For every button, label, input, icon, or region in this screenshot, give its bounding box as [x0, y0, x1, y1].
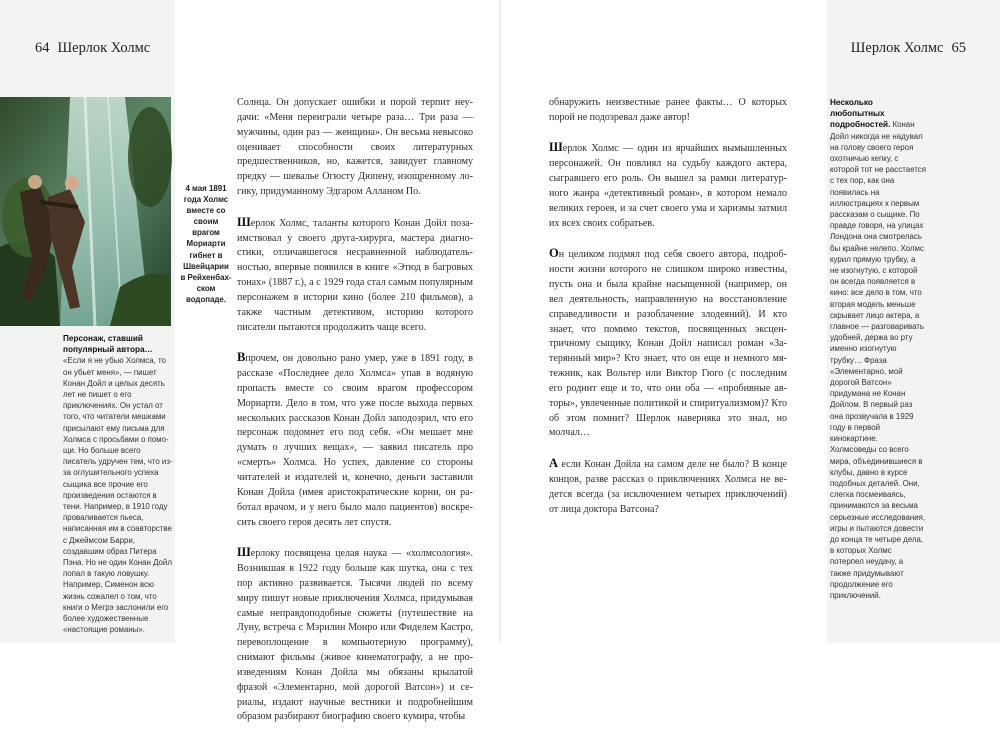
drop-cap: Ш: [549, 140, 563, 155]
left-page-number: 64: [35, 40, 50, 56]
drop-cap: Ш: [237, 214, 251, 229]
left-caption-text: «Если я не убью Холмса, то он убьет меня», — пишет Конан Дойл и целых десять лет не пишет о его приключениях. Он устал от того, что читатели мешками присылают ему письма для Холмса с просьбами о помощи. Но больше всего писатель удручен тем, что из-за оглушительного успеха сыщика все прочие его произведения остаются в тени. Например, в 1910 году проваливается пьеса, написанная им в соавторстве с Джеймсом Барри, создавшим образ Питера Пэна. Но не один Конан Дойл попал в такую ловушку. Например, Сименон всю жизнь сожалел о том, что книги о Мегрэ заслонили его более художественные «настоящие романы».: [63, 356, 173, 635]
paragraph: [237, 96, 473, 200]
right-caption-text: Конан Дойл никогда не надувал на голову своего героя охотничью кепку, с которой тот не расстается с тех пор, как она появилась на иллюстрациях к первым рассказам о сыщике. По правде говоря, на улицах Лондона она смотрелась бы крайне нелепо. Холмс курил прямую трубку, а не изогнутую, с которой он всегда появляется в кино: все дело в том, что вторая модель меньше скрывает лицо актера, а главное — разговаривать удобней, держа во рту именно изогнутую трубку… Фраза «Элементарно, мой дорогой Ватсон» придумана не Конан Дойлом. В первый раз она прозвучала в 1929 году в первой кинокартине. Холмсоведы со всего мира, объединившиеся в клубы, давно в курсе подобных деталей. Они, слегка посмеиваясь, принимаются за весьма серьезные исследования, игры и пытаются довести до конца те четыре дела, в которых Холмс потерпел неудачу, а также придумывают продолжение его приключений.: [830, 120, 926, 600]
right-running-head: [851, 40, 974, 57]
text-column-1: [237, 96, 473, 740]
book-gutter: [499, 0, 501, 643]
left-page: [0, 0, 500, 723]
illustration-caption: 4 мая 1891 года Холмс вместе со своим врагом Мориарти гибнет в Швейцарии в Рейхенбахском водопаде.: [180, 184, 232, 304]
right-caption-lead: Несколько любопытных подробностей.: [830, 98, 891, 130]
text-column-2: [549, 96, 787, 532]
drop-cap: О: [549, 246, 559, 261]
paragraph-text: н целиком подмял под себя своего автора, подробности жизни которого не слишком широко известны, пусть она и была крайне насыщенной (например, он вел деятельность, направленную на восстановление справедливости и разоблачение злодеяний). И кто знает, что помимо текстов, посвященных эксцентричному сыщику, Конан Дойл написал роман «Затерянный мир»? Кто знает, что он еще и немного мятежник, как Вольтер или Виктор Гюго (с последним его роднит еще и то, что они оба — «пробивные авторы», увлеченные политикой и спиритуализмом)? Кто об этом помнит? Шерлок наверняка это знал, но молчал…: [549, 249, 787, 439]
paragraph-text: ерлоку посвящена целая наука — «холмсология». Возникшая в 1922 году больше как шутка, она с тех пор активно развивается. Тысячи людей по всему миру пишут новые приключения Холмса, придумывая самые неправдоподобные сюжеты (путешествие на Луну, встреча с Мэрилин Монро или Фиделем Кастро, перевоплощение в компьютерную программу), снимают фильмы (живое кинематографу, а не произведениям Конан Дойла мы обязаны крылатой фразой «Элементарно, мой дорогой Ватсон») и сериалы, издают научные вестники и подробнейшим образом разбирают биографию своего кумира, чтобы: [237, 548, 473, 723]
paragraph: [549, 96, 787, 126]
paragraph: [549, 456, 787, 517]
paragraph-text: ерлок Холмс — один из ярчайших вымышленных персонажей. Он повлиял на судьбу каждого актера, сыгравшего его роль. Он вышел за рамки литературного жанра «детективный роман», в котором немало великих героев, и за счет своего ума и харизмы затмил их всех своих собратьев.: [549, 143, 787, 229]
drop-cap: Ш: [237, 545, 251, 560]
right-caption: [830, 97, 926, 601]
paragraph-text: если Конан Дойла на самом деле не было? В конце концов, разве рассказ о приключениях Холмса не ведется всегда (за исключением четырех приключений) от лица доктора Ватсона?: [549, 459, 787, 515]
left-running-head: [27, 40, 150, 57]
left-caption: [63, 333, 173, 635]
paragraph: [549, 140, 787, 231]
paragraph-text: ерлок Холмс, таланты которого Конан Дойл позаимствовал у своего друга-хирурга, мастера диагностики, отличавшегося несравненной наблюдательностью, впервые появился в книге «Этюд в багровых тонах» (1887 г.), а с 1929 года стал самым популярным персонажем в истории кино (более 210 фильмов), а также частным детективом, историю которого писатели пытаются продолжить чаще всего.: [237, 217, 473, 333]
drop-cap: В: [237, 350, 246, 365]
paragraph-text: Солнца. Он допускает ошибки и порой терпит неудачи: «Меня переиграли четыре раза… Три раза — мужчины, один раз — женщина». Он весьма невысоко оценивает способности своих литературных предшественников, но, кажется, завидует главному предку — шевалье Огюсту Дюпену, изощренному логику, придуманному Эдгаром Алланом По.: [237, 97, 473, 198]
paragraph: [549, 246, 787, 441]
right-running-title: Шерлок Холмс: [850, 40, 944, 56]
paragraph: [237, 215, 473, 336]
left-caption-lead: Персонаж, ставший популярный автора…: [63, 334, 153, 355]
reichenbach-illustration: [0, 97, 171, 326]
paragraph-text: прочем, он довольно рано умер, уже в 1891 году, в рассказе «Последнее дело Холмса» упав в водяную пропасть вместе со своим врагом профессором Мориарти. Дело в том, что уже после выхода первых нескольких рассказов Конан Дойл заподозрил, что его персонаж подомнет его под себя. «Он мешает мне думать о лучших вещах», — заявил писатель про «смерть» Холмса. Но успех, давление со стороны читателей и издателей и, конечно, деньги заставили Конан Дойла (имея аристократические корни, он работал врачом, и у него было мало пациентов) воскресить своего героя десять лет спустя.: [237, 353, 473, 528]
drop-cap: А: [549, 456, 559, 471]
right-page-number: 65: [951, 40, 966, 56]
paragraph: [237, 350, 473, 530]
left-running-title: Шерлок Холмс: [57, 40, 151, 56]
paragraph-text: обнаружить неизвестные ранее факты… О которых порой не подозревал даже автор!: [549, 97, 787, 123]
reichenbach-painting: [0, 97, 171, 326]
paragraph: [237, 545, 473, 725]
